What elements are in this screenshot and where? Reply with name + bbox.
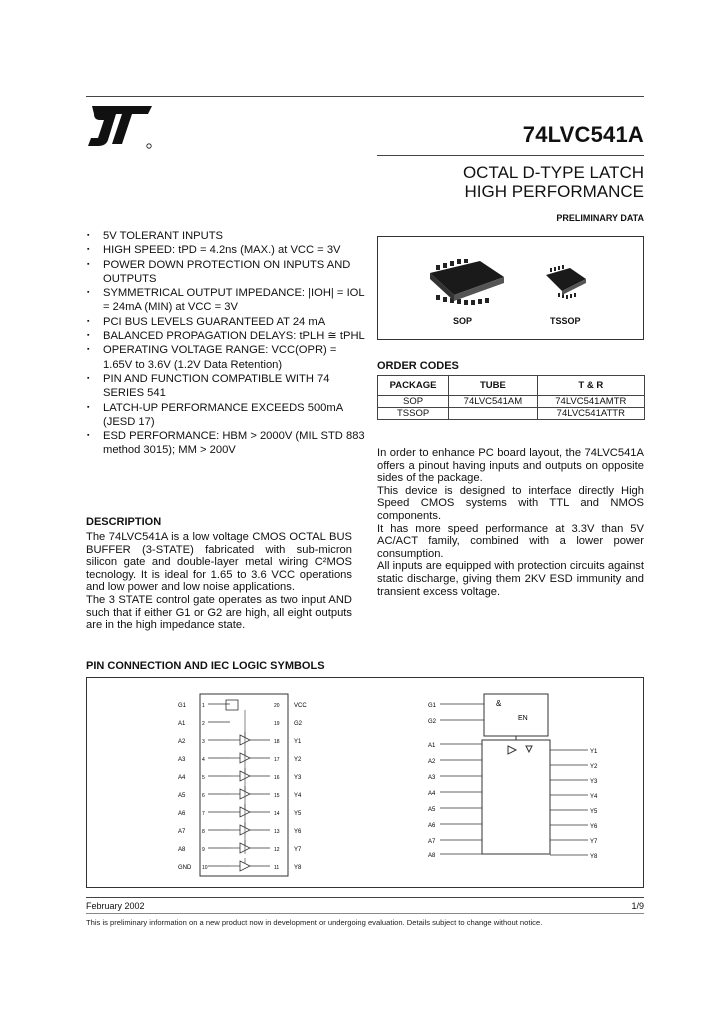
iec-input-label: G2 [428, 719, 437, 725]
description-paragraph: It has more speed performance at 3.3V than 5V AC/ACT family, combined with a lower power consumption. [377, 522, 644, 560]
pin-number-left: 1 [202, 703, 205, 709]
feature-item: ▪ OPERATING VOLTAGE RANGE: VCC(OPR) = 1.65V to 3.6V (1.2V Data Retention) [86, 343, 366, 372]
order-codes-table [377, 375, 645, 420]
feature-item: ▪ PCI BUS LEVELS GUARANTEED AT 24 mA [86, 315, 366, 329]
pin-label-right: Y4 [294, 793, 302, 799]
pin-label-left: A8 [178, 847, 186, 853]
pin-number-left: 8 [202, 829, 205, 835]
pin-connection-diagram [170, 690, 320, 880]
subtitle-line-1: OCTAL D-TYPE LATCH [462, 163, 644, 182]
iec-output-label: Y3 [590, 779, 598, 785]
table-header: T & R [537, 376, 644, 396]
table-cell: TSSOP [378, 408, 449, 420]
pin-label-left: A5 [178, 793, 186, 799]
pin-number-left: 9 [202, 847, 205, 853]
footer-disclaimer: This is preliminary information on a new product now in development or undergoing evaluation. Details subject to change without notice. [86, 918, 543, 927]
pin-label-left: GND [178, 865, 192, 871]
pin-number-left: 2 [202, 721, 205, 727]
description-paragraph: The 3 STATE control gate operates as two input AND such that if either G1 or G2 are high, all eight outputs are in the high impedance state. [86, 593, 352, 632]
pin-label-right: Y5 [294, 811, 302, 817]
iec-input-label: A8 [428, 853, 436, 859]
order-codes-title: ORDER CODES [377, 360, 459, 372]
iec-and-label: & [496, 699, 502, 708]
pin-number-right: 20 [274, 703, 280, 709]
table-header-row [378, 376, 645, 396]
pin-label-right: Y2 [294, 757, 302, 763]
package-images [377, 236, 644, 340]
description-paragraph: The 74LVC541A is a low voltage CMOS OCTAL BUS BUFFER (3-STATE) fabricated with sub-micron silicon gate and double-layer metal wiring C²MOS tecnology. It is ideal for 1.65 to 3.6 VCC operations and low power and low noise applications. [86, 531, 352, 594]
pin-number-right: 19 [274, 721, 280, 727]
iec-input-label: A1 [428, 743, 436, 749]
footer-rule-2 [86, 913, 644, 914]
iec-output-label: Y2 [590, 764, 598, 770]
subtitle-line-2: HIGH PERFORMANCE [464, 182, 644, 201]
footer-page: 1/9 [631, 901, 644, 911]
iec-en-label: EN [518, 715, 528, 722]
iec-output-label: Y6 [590, 824, 598, 830]
feature-item: ▪ LATCH-UP PERFORMANCE EXCEEDS 500mA (JESD 17) [86, 401, 366, 430]
tssop-label: TSSOP [550, 316, 581, 326]
feature-item: ▪ POWER DOWN PROTECTION ON INPUTS AND OUTPUTS [86, 258, 366, 287]
pin-label-right: G2 [294, 721, 303, 727]
sop-label: SOP [453, 316, 473, 326]
pin-label-right: Y7 [294, 847, 302, 853]
pin-label-left: A2 [178, 739, 186, 745]
iec-output-label: Y4 [590, 794, 598, 800]
pin-number-left: 6 [202, 793, 205, 799]
pin-label-left: A3 [178, 757, 186, 763]
feature-item: ▪ PIN AND FUNCTION COMPATIBLE WITH 74 SERIES 541 [86, 372, 366, 401]
and-gate-icon [226, 700, 238, 710]
pin-number-right: 15 [274, 793, 280, 799]
table-cell: 74LVC541ATTR [537, 408, 644, 420]
sop-package-icon [426, 259, 506, 305]
pin-label-right: Y3 [294, 775, 302, 781]
pin-number-right: 17 [274, 757, 280, 763]
left-description [86, 531, 352, 632]
table-cell [449, 408, 537, 420]
iec-output-label: Y5 [590, 809, 598, 815]
table-header: TUBE [449, 376, 537, 396]
pin-number-right: 16 [274, 775, 280, 781]
iec-input-label: A3 [428, 775, 436, 781]
iec-logic-symbol [418, 692, 608, 876]
feature-item: ▪ SYMMETRICAL OUTPUT IMPEDANCE: |IOH| = IOL = 24mA (MIN) at VCC = 3V [86, 286, 366, 315]
pin-number-right: 11 [274, 865, 280, 871]
preliminary-label: PRELIMINARY DATA [556, 213, 644, 223]
feature-item: ▪ HIGH SPEED: tPD = 4.2ns (MAX.) at VCC = 3V [86, 243, 366, 257]
pin-section-title: PIN CONNECTION AND IEC LOGIC SYMBOLS [86, 660, 325, 672]
feature-item: ▪ 5V TOLERANT INPUTS [86, 229, 366, 243]
feature-list [86, 229, 366, 458]
document-subtitle [463, 163, 644, 201]
pin-number-left: 10 [202, 865, 208, 871]
iec-input-label: A7 [428, 839, 436, 845]
pin-number-left: 7 [202, 811, 205, 817]
pin-label-right: Y1 [294, 739, 302, 745]
table-cell: SOP [378, 396, 449, 408]
pin-label-left: G1 [178, 703, 187, 709]
iec-input-label: A6 [428, 823, 436, 829]
feature-item: ▪ BALANCED PROPAGATION DELAYS: tPLH ≅ tPHL [86, 329, 366, 343]
pin-number-left: 3 [202, 739, 205, 745]
pin-label-left: A1 [178, 721, 186, 727]
table-header: PACKAGE [378, 376, 449, 396]
description-title: DESCRIPTION [86, 516, 162, 528]
iec-input-label: A5 [428, 807, 436, 813]
pin-number-left: 4 [202, 757, 205, 763]
description-paragraph: This device is designed to interface directly High Speed CMOS systems with TTL and NMOS components. [377, 484, 644, 522]
pin-label-left: A7 [178, 829, 186, 835]
pin-label-right: VCC [294, 703, 307, 709]
pin-number-right: 18 [274, 739, 280, 745]
tssop-package-icon [544, 265, 588, 299]
description-paragraph: All inputs are equipped with protection circuits against static discharge, giving them 2KV ESD immunity and transient excess voltage. [377, 560, 644, 598]
table-row [378, 408, 645, 420]
pin-label-right: Y6 [294, 829, 302, 835]
pin-number-right: 14 [274, 811, 280, 817]
iec-output-label: Y1 [590, 749, 598, 755]
title-rule [377, 155, 644, 156]
description-paragraph: In order to enhance PC board layout, the 74LVC541A offers a pinout having inputs and outputs on opposite sides of the package. [377, 447, 644, 485]
right-description [377, 447, 644, 598]
footer-date: February 2002 [86, 901, 145, 911]
pin-label-left: A4 [178, 775, 186, 781]
table-row [378, 396, 645, 408]
pin-number-left: 5 [202, 775, 205, 781]
top-rule [86, 96, 644, 97]
iec-input-label: A2 [428, 759, 436, 765]
iec-input-label: A4 [428, 791, 436, 797]
st-logo-icon [86, 102, 158, 154]
pin-number-right: 13 [274, 829, 280, 835]
iec-input-label: G1 [428, 703, 437, 709]
pin-label-left: A6 [178, 811, 186, 817]
part-number: 74LVC541A [522, 122, 644, 147]
table-cell: 74LVC541AMTR [537, 396, 644, 408]
table-cell: 74LVC541AM [449, 396, 537, 408]
pin-number-right: 12 [274, 847, 280, 853]
pin-label-right: Y8 [294, 865, 302, 871]
iec-output-label: Y8 [590, 854, 598, 860]
feature-item: ▪ ESD PERFORMANCE: HBM > 2000V (MIL STD 883 method 3015); MM > 200V [86, 429, 366, 458]
iec-output-label: Y7 [590, 839, 598, 845]
footer-rule [86, 897, 644, 898]
